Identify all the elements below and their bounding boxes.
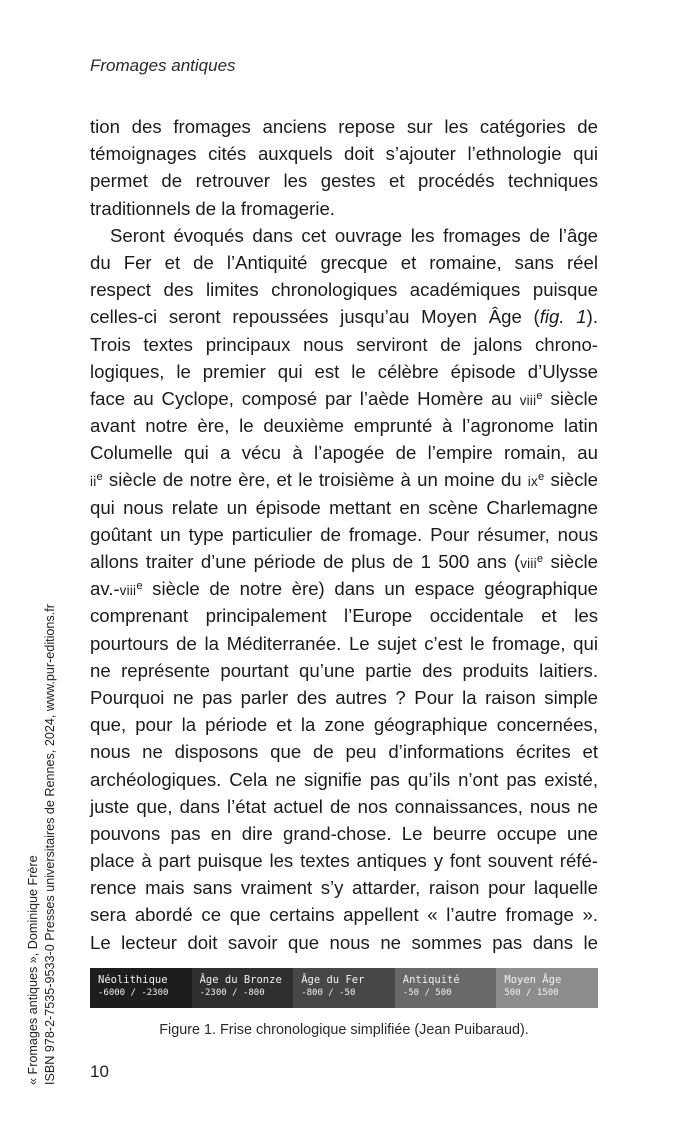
segment-range: -2300 / -800: [199, 988, 265, 998]
text-line: juste que, dans l’état actuel de nos connaissances, nous ne: [90, 795, 598, 817]
running-head: Fromages antiques: [90, 56, 236, 75]
text-line: tion des fromages anciens repose sur les catégories de: [90, 116, 598, 137]
century-numeral: ix: [527, 474, 538, 490]
segment-range: -800 / -50: [301, 988, 356, 998]
text-line: traditionnels de la fromagerie.: [90, 197, 335, 219]
superscript-e: e: [96, 471, 103, 484]
timeline-segment-fer: [293, 968, 395, 1008]
text-line: $ii^e$ siècle de notre ère, et le troisième à un moine du $ix^e$ siècle: [90, 469, 598, 491]
text-line: témoignages cités auxquels doit s’ajouter l’ethnologie qui: [90, 143, 598, 165]
text-line: avant notre ère, le deuxième emprunté à l’agronome latin: [90, 415, 598, 437]
segment-name: Âge du Fer: [301, 974, 365, 986]
text-line: goûtant un type particulier de fromage. Pour résumer, nous: [90, 523, 598, 545]
timeline-segment-bronze: [192, 968, 294, 1008]
page-number: 10: [90, 1062, 109, 1081]
text-line: face au Cyclope, composé par l’aède Homère au viii$^e$ siècle: [90, 387, 598, 409]
text-line: archéologiques. Cela ne signifie pas qu’ils n’ont pas existé,: [90, 768, 598, 790]
text-line: av.-viii$^e$ siècle de notre ère) dans un espace géographique: [90, 578, 598, 600]
text-line: rence mais sans vraiment s’y attarder, raison pour laquelle: [90, 877, 598, 899]
text-line: place à part puisque les textes antiques y font souvent réfé-: [90, 850, 598, 872]
side-credit: [25, 465, 59, 1085]
superscript-e: e: [136, 580, 143, 593]
timeline-segment-moyen-age: [496, 968, 598, 1008]
text-line: pouvons pas en dire grand-chose. Le beurre occupe une: [90, 822, 598, 844]
text-line: du Fer et de l’Antiquité grecque et romaine, sans réel: [90, 251, 598, 273]
century-numeral: viii: [520, 556, 537, 571]
superscript-e: e: [538, 471, 545, 484]
segment-name: Néolithique: [98, 974, 168, 986]
text-line: Seront évoqués dans cet ouvrage les fromages de l’âge: [110, 224, 598, 246]
text-line: comprenant principalement l’Europe occidentale et les: [90, 605, 598, 627]
text-line: Pourquoi ne pas parler des autres ? Pour la raison simple: [90, 686, 598, 708]
superscript-e: e: [536, 389, 543, 402]
text-line: Columelle qui a vécu à l’apogée de l’empire romain, au: [90, 442, 598, 464]
segment-name: Antiquité: [402, 974, 460, 986]
text-line: logiques, le premier qui est le célèbre épisode d’Ulysse: [90, 360, 598, 382]
segment-name: Moyen Âge: [504, 974, 562, 986]
text-line: que, pour la période et la zone géographique concernées,: [90, 714, 598, 736]
text-line: respect des limites chronologiques académiques puisque: [90, 279, 598, 301]
century-numeral: ii: [90, 474, 97, 490]
segment-range: 500 / 1500: [504, 988, 559, 998]
text-line: allons traiter d’une période de plus de 1 500 ans (viii$^e$ siècle: [90, 551, 598, 572]
figure-caption: Figure 1. Frise chronologique simplifiée (Jean Puibaraud).: [159, 1022, 529, 1038]
text-line: qui nous relate un épisode mettant en scène Charlemagne: [90, 496, 598, 518]
segment-range: -50 / 500: [402, 988, 452, 998]
timeline-segment-neolithique: [90, 968, 192, 1008]
segment-range: -6000 / -2300: [98, 988, 169, 998]
text-line: celles-ci seront repoussées jusqu’au Moyen Âge (fig. 1).: [90, 306, 598, 328]
century-numeral: viii: [519, 392, 537, 408]
text-line: permet de retrouver les gestes et procédés techniques: [90, 170, 598, 192]
superscript-e: e: [536, 552, 544, 565]
chronology-timeline: [90, 968, 598, 1008]
text-line: sera abordé ce que certains appellent « l’autre fromage ».: [90, 904, 598, 926]
text-line: nous ne disposons que de peu d’informations écrites et: [90, 741, 598, 763]
timeline-segment-antiquite: [395, 968, 497, 1008]
credit-line-isbn: ISBN 978-2-7535-9533-0 Presses universitaires de Rennes, 2024, www.pur-editions.fr: [43, 604, 57, 1085]
text-line: pourtours de la Méditerranée. Le sujet c’est le fromage, qui: [90, 632, 598, 654]
segment-name: Âge du Bronze: [199, 974, 282, 986]
credit-line-title: « Fromages antiques », Dominique Frère: [26, 855, 40, 1085]
figure-reference: fig. 1: [539, 306, 587, 328]
text-line: Trois textes principaux nous serviront de jalons chrono-: [90, 333, 598, 355]
body-text: [90, 113, 598, 956]
text-line: Le lecteur doit savoir que nous ne sommes pas dans le: [90, 931, 598, 953]
text-line: ne représente pourtant qu’une partie des produits laitiers.: [90, 659, 598, 681]
century-numeral: viii: [119, 583, 137, 599]
